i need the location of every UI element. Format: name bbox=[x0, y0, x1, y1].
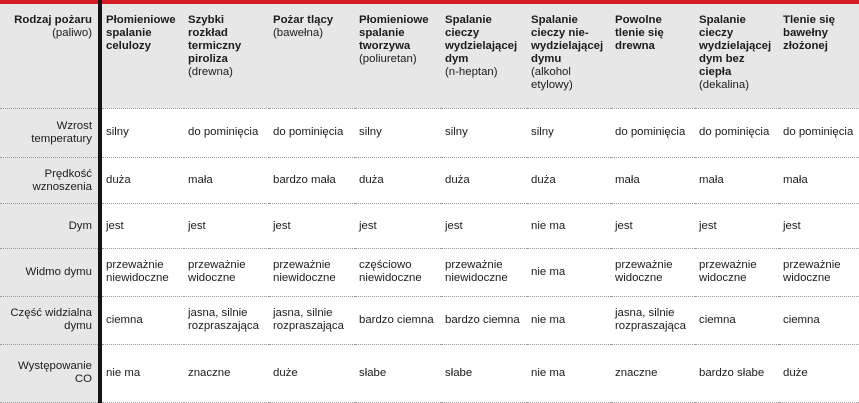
column-header bbox=[611, 2, 695, 108]
table-cell: nie ma bbox=[527, 344, 611, 402]
column-header-title: Spalanie cieczy nie-wydzielającej dymu bbox=[531, 14, 604, 65]
table-row bbox=[0, 108, 859, 158]
table-cell: do pominięcia bbox=[611, 108, 695, 158]
table-cell: nie ma bbox=[527, 296, 611, 344]
table-cell: jest bbox=[184, 204, 269, 249]
table-cell: bardzo ciemna bbox=[355, 296, 441, 344]
table-cell: silny bbox=[441, 108, 527, 158]
corner-header-normal: (paliwo) bbox=[52, 27, 92, 39]
column-header-title: Pożar tlący bbox=[273, 14, 334, 26]
table-body bbox=[0, 108, 859, 403]
table-cell: jest bbox=[269, 204, 355, 249]
table-cell: przeważnie niewidoczne bbox=[269, 248, 355, 296]
table-row bbox=[0, 204, 859, 249]
table-cell: ciemna bbox=[779, 296, 859, 344]
table-cell: bardzo mała bbox=[269, 158, 355, 204]
table-cell: znaczne bbox=[184, 344, 269, 402]
column-header-fuel: (alkohol etylowy) bbox=[531, 66, 573, 91]
column-header bbox=[100, 2, 184, 108]
table-cell: jest bbox=[355, 204, 441, 249]
column-header bbox=[355, 2, 441, 108]
table-cell: przeważnie niewidoczne bbox=[441, 248, 527, 296]
table-cell: nie ma bbox=[527, 248, 611, 296]
table-cell: przeważnie niewidoczne bbox=[100, 248, 184, 296]
table-cell: silny bbox=[527, 108, 611, 158]
table-cell: jest bbox=[611, 204, 695, 249]
table-cell: duża bbox=[441, 158, 527, 204]
table-cell: jasna, silnie rozpraszająca bbox=[184, 296, 269, 344]
table-header bbox=[0, 2, 859, 108]
table-cell: jasna, silnie rozpraszająca bbox=[269, 296, 355, 344]
table-row bbox=[0, 158, 859, 204]
table-cell: do pominięcia bbox=[184, 108, 269, 158]
table-cell: ciemna bbox=[100, 296, 184, 344]
column-header-title: Spalanie cieczy wydzielającej dym bbox=[445, 14, 518, 65]
row-label: Widmo dymu bbox=[0, 248, 100, 296]
column-header-title: Szybki rozkład termiczny piroliza bbox=[188, 14, 242, 65]
column-header-fuel: (bawełna) bbox=[273, 27, 324, 39]
table-cell: nie ma bbox=[527, 204, 611, 249]
table-cell: silny bbox=[100, 108, 184, 158]
table-cell: duże bbox=[269, 344, 355, 402]
table-cell: jest bbox=[100, 204, 184, 249]
table-cell: mała bbox=[695, 158, 779, 204]
column-header bbox=[779, 2, 859, 108]
header-row bbox=[0, 2, 859, 108]
table-cell: częściowo niewidoczne bbox=[355, 248, 441, 296]
table-cell: ciemna bbox=[695, 296, 779, 344]
table-cell: jasna, silnie rozpraszająca bbox=[611, 296, 695, 344]
table-cell: do pominięcia bbox=[779, 108, 859, 158]
row-label: Występowanie CO bbox=[0, 344, 100, 402]
column-header bbox=[695, 2, 779, 108]
table-cell: silny bbox=[355, 108, 441, 158]
table-cell: jest bbox=[695, 204, 779, 249]
table-cell: bardzo ciemna bbox=[441, 296, 527, 344]
table-cell: duże bbox=[779, 344, 859, 402]
row-label: Część widzialna dymu bbox=[0, 296, 100, 344]
table-cell: przeważnie widoczne bbox=[779, 248, 859, 296]
table-cell: nie ma bbox=[100, 344, 184, 402]
column-header-title: Powolne tlenie się drewna bbox=[615, 14, 664, 52]
column-header-title: Spalanie cieczy wydzielającej dym bez ciepła bbox=[699, 14, 772, 78]
column-header-fuel: (n-heptan) bbox=[445, 66, 498, 78]
table-cell: mała bbox=[184, 158, 269, 204]
table-cell: duża bbox=[100, 158, 184, 204]
table-cell: do pominięcia bbox=[269, 108, 355, 158]
table-cell: znaczne bbox=[611, 344, 695, 402]
column-header bbox=[527, 2, 611, 108]
table-cell: słabe bbox=[355, 344, 441, 402]
table-cell: duża bbox=[355, 158, 441, 204]
table-row bbox=[0, 344, 859, 402]
table-cell: bardzo słabe bbox=[695, 344, 779, 402]
column-header-title: Płomieniowe spalanie tworzywa bbox=[359, 14, 429, 52]
corner-header-bold: Rodzaj pożaru bbox=[14, 14, 92, 26]
column-header-fuel: (drewna) bbox=[188, 66, 233, 78]
column-header-title: Tlenie się bawełny złożonej bbox=[783, 14, 835, 52]
table-cell: jest bbox=[779, 204, 859, 249]
table-cell: przeważnie widoczne bbox=[611, 248, 695, 296]
column-header-fuel: (poliuretan) bbox=[359, 53, 417, 65]
table-cell: słabe bbox=[441, 344, 527, 402]
row-label: Wzrost temperatury bbox=[0, 108, 100, 158]
table-cell: mała bbox=[779, 158, 859, 204]
column-header-title: Płomieniowe spalanie celulozy bbox=[106, 14, 176, 52]
table-cell: mała bbox=[611, 158, 695, 204]
column-header bbox=[441, 2, 527, 108]
table-row bbox=[0, 248, 859, 296]
table-cell: przeważnie widoczne bbox=[695, 248, 779, 296]
table-cell: jest bbox=[441, 204, 527, 249]
table-row bbox=[0, 296, 859, 344]
table-cell: do pominięcia bbox=[695, 108, 779, 158]
table-cell: przeważnie widoczne bbox=[184, 248, 269, 296]
row-label: Dym bbox=[0, 204, 100, 249]
column-header-fuel: (dekalina) bbox=[699, 79, 750, 91]
column-header bbox=[184, 2, 269, 108]
column-header bbox=[269, 2, 355, 108]
corner-header bbox=[0, 2, 100, 108]
table-cell: duża bbox=[527, 158, 611, 204]
row-label: Prędkość wznoszenia bbox=[0, 158, 100, 204]
